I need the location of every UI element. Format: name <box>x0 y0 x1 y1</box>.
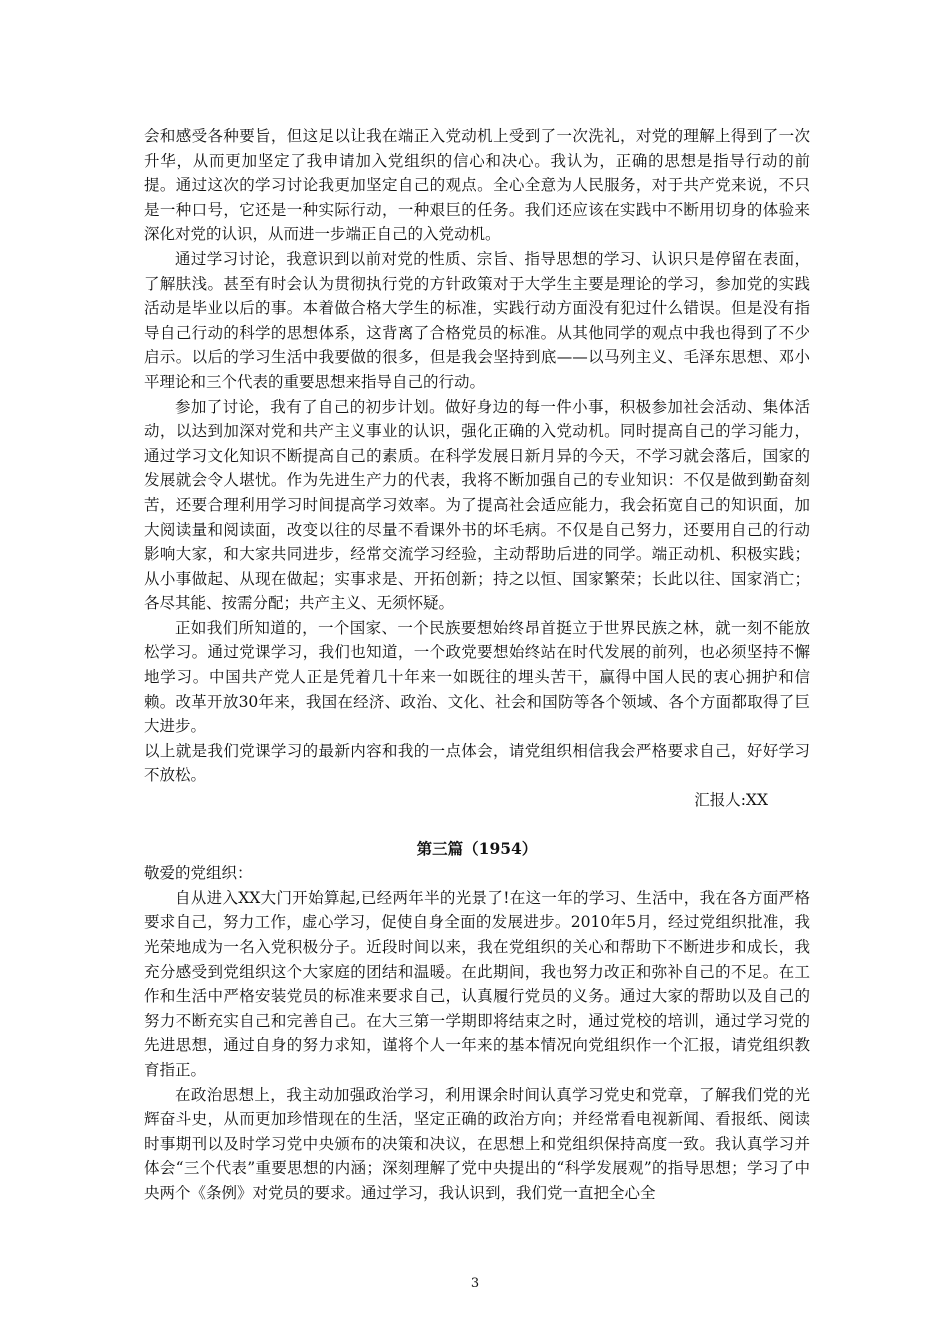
body-paragraph: 会和感受各种要旨，但这足以让我在端正入党动机上受到了一次洗礼，对党的理解上得到了一次升华，从而更加坚定了我申请加入党组织的信心和决心。我认为，正确的思想是指导行动的前提。通过这次的学习讨论我更加坚定自己的观点。全心全意为人民服务，对于共产党来说，不只是一种口号，它还是一种实际行动，一种艰巨的任务。我们还应该在实践中不断用切身的体验来深化对党的认识，从而进一步端正自己的入党动机。 <box>144 127 810 244</box>
closing-paragraph: 以上就是我们党课学习的最新内容和我的一点体会，请党组织相信我会严格要求自己，好好学习不放松。 <box>144 741 810 785</box>
body-paragraph: 通过学习讨论，我意识到以前对党的性质、宗旨、指导思想的学习、认识只是停留在表面，了解肤浅。甚至有时会认为贯彻执行党的方针政策对于大学生主要是理论的学习，参加党的实践活动是毕业以后的事。本着做合格大学生的标准，实践行动方面没有犯过什么错误。但是没有指导自己行动的科学的思想体系，这背离了合格党员的标准。从其他同学的观点中我也得到了不少启示。以后的学习生活中我要做的很多，但是我会坚持到底——以马列主义、毛泽东思想、邓小平理论和三个代表的重要思想来指导自己的行动。 <box>144 249 810 391</box>
page-number: 3 <box>470 1276 480 1291</box>
salutation: 敬爱的党组织： <box>144 864 253 883</box>
body-paragraph: 参加了讨论，我有了自己的初步计划。做好身边的每一件小事，积极参加社会活动、集体活动，以达到加深对党和共产主义事业的认识，强化正确的入党动机。同时提高自己的学习能力，通过学习文化知识不断提高自己的素质。在科学发展日新月异的今天，不学习就会落后，国家的发展就会令人堪忧。作为先进生产力的代表，我将不断加强自己的专业知识：不仅是做到勤奋刻苦，还要合理利用学习时间提高学习效率。为了提高社会适应能力，我会拓宽自己的知识面，加大阅读量和阅读面，改变以往的尽量不看课外书的坏毛病。不仅是自己努力，还要用自己的行动影响大家，和大家共同进步，经常交流学习经验，主动帮助后进的同学。端正动机、积极实践；从小事做起、从现在做起；实事求是、开拓创新；持之以恒、国家繁荣；长此以往、国家消亡；各尽其能、按需分配；共产主义、无须怀疑。 <box>144 397 810 613</box>
body-paragraph: 自从进入XX大门开始算起,已经两年半的光景了!在这一年的学习、生活中，我在各方面严格要求自己，努力工作，虚心学习，促使自身全面的发展进步。2010年5月，经过党组织批准，我光荣地成为一名入党积极分子。近段时间以来，我在党组织的关心和帮助下不断进步和成长，我充分感受到党组织这个大家庭的团结和温暖。在此期间，我也努力改正和弥补自己的不足。在工作和生活中严格安装党员的标准来要求自己，认真履行党员的义务。通过大家的帮助以及自己的努力不断充实自己和完善自己。在大三第一学期即将结束之时，通过党校的培训，通过学习党的先进思想，通过自身的努力求知，谨将个人一年来的基本情况向党组织作一个汇报，请党组织教育指正。 <box>144 888 810 1079</box>
signature: 汇报人:XX <box>694 791 768 810</box>
body-paragraph: 在政治思想上，我主动加强政治学习，利用课余时间认真学习党史和党章，了解我们党的光辉奋斗史，从而更加珍惜现在的生活，坚定正确的政治方向；并经常看电视新闻、看报纸、阅读时事期刊以及时学习党中央颁布的决策和决议，在思想上和党组织保持高度一致。我认真学习并体会“三个代表”重要思想的内涵；深刻理解了党中央提出的“科学发展观”的指导思想；学习了中央两个《条例》对党员的要求。通过学习，我认识到，我们党一直把全心全 <box>144 1085 810 1202</box>
section-title: 第三篇（1954） <box>416 838 538 858</box>
body-paragraph: 正如我们所知道的，一个国家、一个民族要想始终昂首挺立于世界民族之林，就一刻不能放松学习。通过党课学习，我们也知道，一个政党要想始终站在时代发展的前列，也必须坚持不懈地学习。中国共产党人正是凭着几十年来一如既往的埋头苦干，赢得中国人民的衷心拥护和信赖。改革开放30年来，我国在经济、政治、文化、社会和国防等各个领域、各个方面都取得了巨大进步。 <box>144 618 810 736</box>
document-body <box>144 124 810 1206</box>
